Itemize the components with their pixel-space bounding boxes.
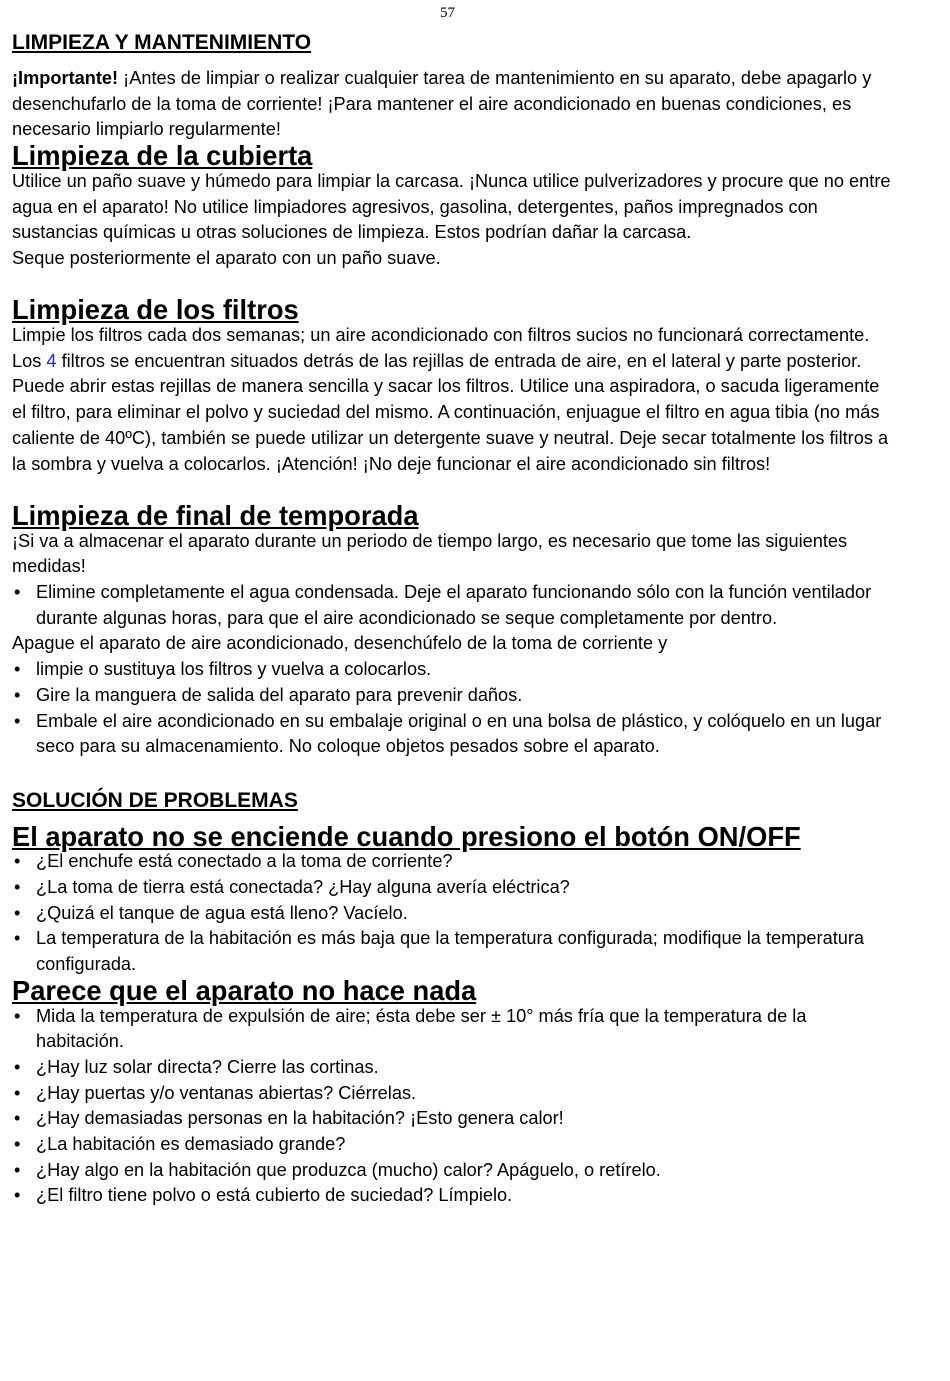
list-item: • ¿Hay demasiadas personas en la habitación? ¡Esto genera calor!	[12, 1106, 892, 1132]
list-item: • La temperatura de la habitación es más baja que la temperatura configurada; modifique la temperatura configurada.	[12, 926, 892, 977]
does-nothing-list	[12, 1004, 892, 1210]
list-item: • Elimine completamente el agua condensada. Deje el aparato funcionando sólo con la función ventilador durante algunas horas, para que el aire acondicionado se seque completamente por dentro.	[12, 580, 892, 631]
cover-cleaning-title: Limpieza de la cubierta	[12, 140, 313, 172]
list-item: • ¿La toma de tierra está conectada? ¿Hay alguna avería eléctrica?	[12, 875, 892, 901]
no-power-title: El aparato no se enciende cuando presiono el botón ON/OFF	[12, 820, 801, 852]
list-item: • limpie o sustituya los filtros y vuelva a colocarlos.	[12, 657, 892, 683]
no-power-list	[12, 849, 892, 978]
season-end-list-2	[12, 657, 892, 760]
list-item: • ¿Hay algo en la habitación que produzca (mucho) calor? Apáguelo, o retírelo.	[12, 1158, 892, 1184]
cover-cleaning-text: Utilice un paño suave y húmedo para limpiar la carcasa. ¡Nunca utilice pulverizadores y procure que no entre agua en el aparato! No utilice limpiadores agresivos, gasolina, detergentes, paños impregnados con sustancias químicas u otras soluciones de limpieza. Estos podrían dañar la carcasa.	[12, 170, 891, 243]
list-item: • ¿Hay luz solar directa? Cierre las cortinas.	[12, 1055, 892, 1081]
list-item: • Gire la manguera de salida del aparato para prevenir daños.	[12, 683, 892, 709]
season-end-title: Limpieza de final de temporada	[12, 499, 419, 531]
list-item: • ¿Quizá el tanque de agua está lleno? Vacíelo.	[12, 901, 892, 927]
troubleshooting-title: SOLUCIÓN DE PROBLEMAS	[12, 788, 298, 812]
season-end-list-1	[12, 580, 892, 631]
filters-cleaning-text	[12, 323, 892, 477]
maintenance-title: LIMPIEZA Y MANTENIMIENTO	[12, 31, 312, 54]
list-item: • ¿Hay puertas y/o ventanas abiertas? Ciérrelas.	[12, 1081, 892, 1107]
list-item: • Mida la temperatura de expulsión de aire; ésta debe ser ± 10° más fría que la temperatura de la habitación.	[12, 1004, 892, 1055]
list-item: • ¿El enchufe está conectado a la toma de corriente?	[12, 849, 892, 875]
list-item: • ¿El filtro tiene polvo o está cubierto de suciedad? Límpielo.	[12, 1183, 892, 1209]
important-label: ¡Importante!	[12, 68, 119, 88]
cover-cleaning-text-2: Seque posteriormente el aparato con un paño suave.	[12, 247, 441, 268]
filters-text-a: Limpie los filtros cada dos semanas; un aire acondicionado con filtros sucios no funcionará correctamente. Los	[12, 325, 870, 371]
does-nothing-title: Parece que el aparato no hace nada	[12, 974, 477, 1006]
document-body	[12, 28, 892, 1209]
important-text: ¡Antes de limpiar o realizar cualquier tarea de mantenimiento en su aparato, debe apagarlo y desenchufarlo de la toma de corriente! ¡Para mantener el aire acondicionado en buenas condiciones, es necesario limpiarlo regularmente!	[12, 68, 872, 140]
list-item: • Embale el aire acondicionado en su embalaje original o en una bolsa de plástico, y colóquelo en un lugar seco para su almacenamiento. No coloque objetos pesados sobre el aparato.	[12, 709, 892, 760]
page-number: 57	[440, 5, 455, 21]
important-paragraph	[12, 66, 892, 143]
season-end-intro: ¡Si va a almacenar el aparato durante un periodo de tiempo largo, es necesario que tome las siguientes medidas!	[12, 530, 848, 577]
filters-text-b: filtros se encuentran situados detrás de las rejillas de entrada de aire, en el lateral y parte posterior. Puede abrir estas rejillas de manera sencilla y sacar los filtros. Utilice una aspiradora, o sacuda ligeramente el filtro, para eliminar el polvo y suciedad del mismo. A continuación, enjuague el filtro en agua tibia (no más caliente de 40ºC), también se puede utilizar un detergente suave y neutral. Deje secar totalmente los filtros a la sombra y vuelva a colocarlos. ¡Atención! ¡No deje funcionar el aire acondicionado sin filtros!	[12, 350, 889, 474]
filters-count: 4	[46, 350, 57, 371]
filters-cleaning-title: Limpieza de los filtros	[12, 294, 299, 326]
season-end-middle: Apague el aparato de aire acondicionado, desenchúfelo de la toma de corriente y	[12, 633, 668, 654]
list-item: • ¿La habitación es demasiado grande?	[12, 1132, 892, 1158]
